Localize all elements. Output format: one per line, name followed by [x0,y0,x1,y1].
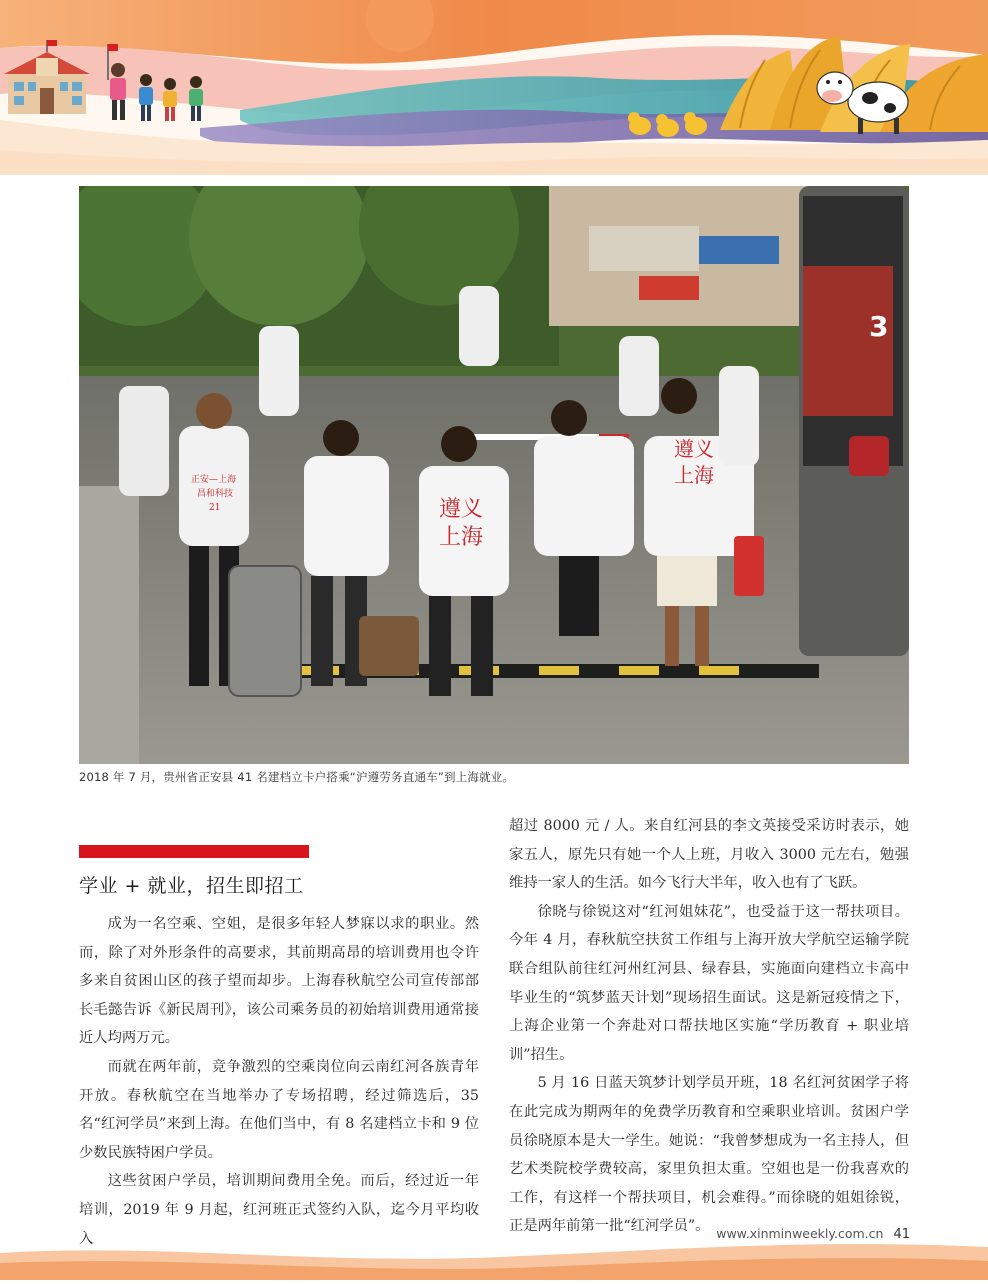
article-column-left [79,910,479,1253]
shirt-text-zunyi: 遵义 [439,497,484,522]
bus-number: 3 [869,310,889,343]
shirt-text-zunyi-2: 遵义 [674,437,714,461]
shirt-text-shanghai: 上海 [439,525,484,550]
paragraph-4: 徐晓与徐锐这对“红河姐妹花”，也受益于这一帮扶项目。今年 4 月，春秋航空扶贫工作组与上海开放大学航空运输学院联合组队前往红河州红河县、绿春县，实施面向建档立卡高中毕业生的“筑梦蓝天计划”现场招生面试。这是新冠疫情之下，上海企业第一个奔赴对口帮扶地区实施“学历教育 + 职业培训”招生。 [509,903,909,1063]
website-url[interactable]: www.xinminweekly.com.cn [716,1226,884,1241]
photo-caption: 2018 年 7 月，贵州省正安县 41 名建档立卡户搭乘“沪遵劳务直通车”到上海就业。 [79,770,515,784]
section-heading: 学业 + 就业，招生即招工 [79,875,304,897]
shirt-text-shanghai-2: 上海 [674,463,714,487]
shirt-text-zhengan: 正安—上海 [191,475,237,485]
article-column-right [509,812,909,1241]
paragraph-2: 而就在两年前，竞争激烈的空乘岗位向云南红河各族青年开放。春秋航空在当地举办了专场招聘，经过筛选后，35 名“红河学员”来到上海。在他们当中，有 8 名建档立卡和 9 位少数民族特困户学员。 [79,1058,479,1161]
shirt-text-number: 21 [209,503,221,513]
paragraph-3-continuation: 超过 8000 元 / 人。来自红河县的李文英接受采访时表示，她家五人，原先只有她一个人上班，月收入 3000 元左右，勉强维持一家人的生活。如今飞行大半年，收入也有了飞跃。 [509,818,909,892]
paragraph-1: 成为一名空乘、空姐，是很多年轻人梦寐以求的职业。然而，除了对外形条件的高要求，其前期高昂的培训费用也令许多来自贫困山区的孩子望而却步。上海春秋航空公司宣传部部长毛懿告诉《新民周刊》，该公司乘务员的初始培训费用通常接近人均两万元。 [79,916,479,1047]
section-red-rule [79,845,309,858]
paragraph-5: 5 月 16 日蓝天筑梦计划学员开班，18 名红河贫困学子将在此完成为期两年的免费学历教育和空乘职业培训。贫困户学员徐晓原本是大一学生。她说：“我曾梦想成为一名主持人，但艺术类院校学费较高，家里负担太重。空姐也是一份我喜欢的工作，有这样一个帮扶项目，机会难得。”而徐晓的姐姐徐锐，正是两年前第一批“红河学员”。 [509,1075,909,1235]
shirt-text-changhe: 昌和科技 [197,489,234,499]
paragraph-3: 这些贫困户学员，培训期间费用全免。而后，经过近一年培训，2019 年 9 月起，红河班正式签约入队，迄今月平均收入 [79,1173,479,1247]
decorative-banner [0,0,988,175]
page-number: 41 [893,1227,910,1242]
page-footer [716,1226,910,1242]
news-photo [79,186,909,764]
